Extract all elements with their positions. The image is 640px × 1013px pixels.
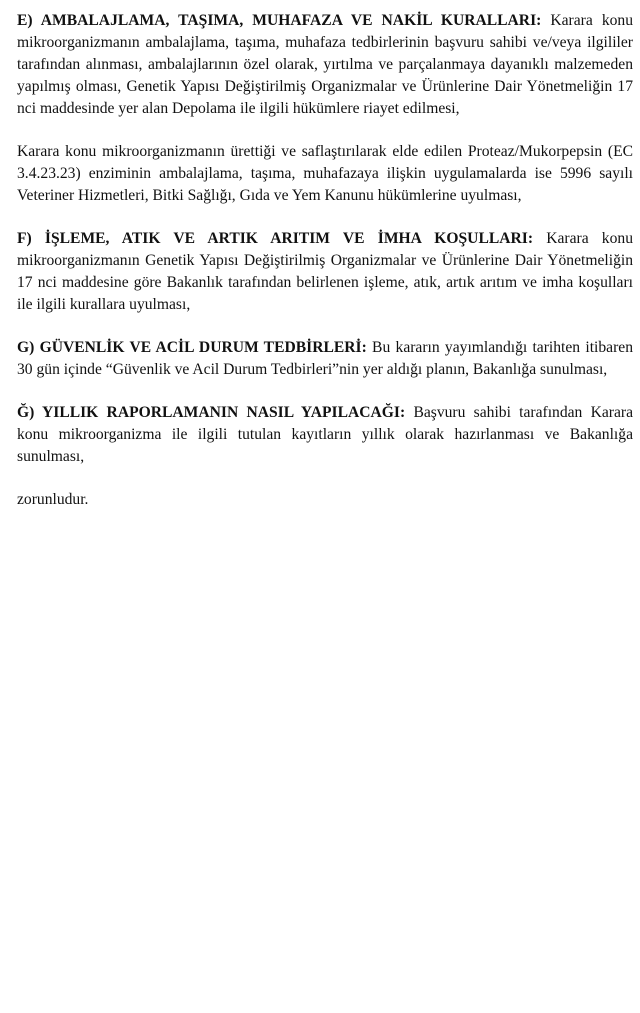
section-g-text: Bu kararın yayımlandığı tarihten itibaren 30 gün içinde “Güvenlik ve Acil Durum Tedbirleri”nin yer aldığı planın, Bakanlığa sunulması,	[17, 339, 633, 378]
section-e-text: Karara konu mikroorganizmanın ambalajlama, taşıma, muhafaza tedbirlerinin başvuru sahibi ve/veya ilgililer tarafından alınması, ambalajlarının özel olarak, yırtılma ve parçalanmaya dayanıklı malzemeden yapılmış olması, Genetik Yapısı Değiştirilmiş Organizmalar ve Ürünlerine Dair Yönetmeliğin 17 nci maddesinde yer alan Depolama ile ilgili hükümlere riayet edilmesi,	[17, 12, 634, 117]
enzyme-paragraph	[17, 141, 633, 207]
section-gh-heading: Ğ) YILLIK RAPORLAMANIN NASIL YAPILACAĞI:	[17, 404, 406, 421]
spacer	[17, 316, 633, 337]
closing-text: zorunludur.	[17, 491, 89, 508]
spacer	[17, 468, 633, 489]
section-gh-text: Başvuru sahibi tarafından Karara konu mikroorganizma ile ilgili tutulan kayıtların yıllık olarak hazırlanması ve Bakanlığa sunulması,	[17, 404, 634, 465]
spacer	[17, 120, 633, 141]
section-f-text: Karara konu mikroorganizmanın Genetik Yapısı Değiştirilmiş Organizmalar ve Ürünlerine Dair Yönetmeliğin 17 nci maddesine göre Bakanlık tarafından belirlenen işleme, atık, artık arıtım ve imha koşulları ile ilgili kurallara uyulması,	[17, 230, 633, 313]
spacer	[17, 381, 633, 402]
section-f-paragraph	[17, 228, 633, 316]
section-e-paragraph	[17, 10, 633, 120]
section-gh-paragraph	[17, 402, 633, 468]
section-g-heading: G) GÜVENLİK VE ACİL DURUM TEDBİRLERİ:	[17, 339, 367, 356]
section-g-paragraph	[17, 337, 633, 381]
document-page	[17, 10, 633, 511]
section-f-heading: F) İŞLEME, ATIK VE ARTIK ARITIM VE İMHA KOŞULLARI:	[17, 230, 534, 247]
section-e-heading: E) AMBALAJLAMA, TAŞIMA, MUHAFAZA VE NAKİL KURALLARI:	[17, 12, 542, 29]
spacer	[17, 207, 633, 228]
enzyme-text: Karara konu mikroorganizmanın ürettiği ve saflaştırılarak elde edilen Proteaz/Mukorpepsin (EC 3.4.23.23) enziminin ambalajlama, taşıma, muhafazaya ilişkin uygulamalarda ise 5996 sayılı Veteriner Hizmetleri, Bitki Sağlığı, Gıda ve Yem Kanunu hükümlerine uyulması,	[17, 143, 633, 204]
